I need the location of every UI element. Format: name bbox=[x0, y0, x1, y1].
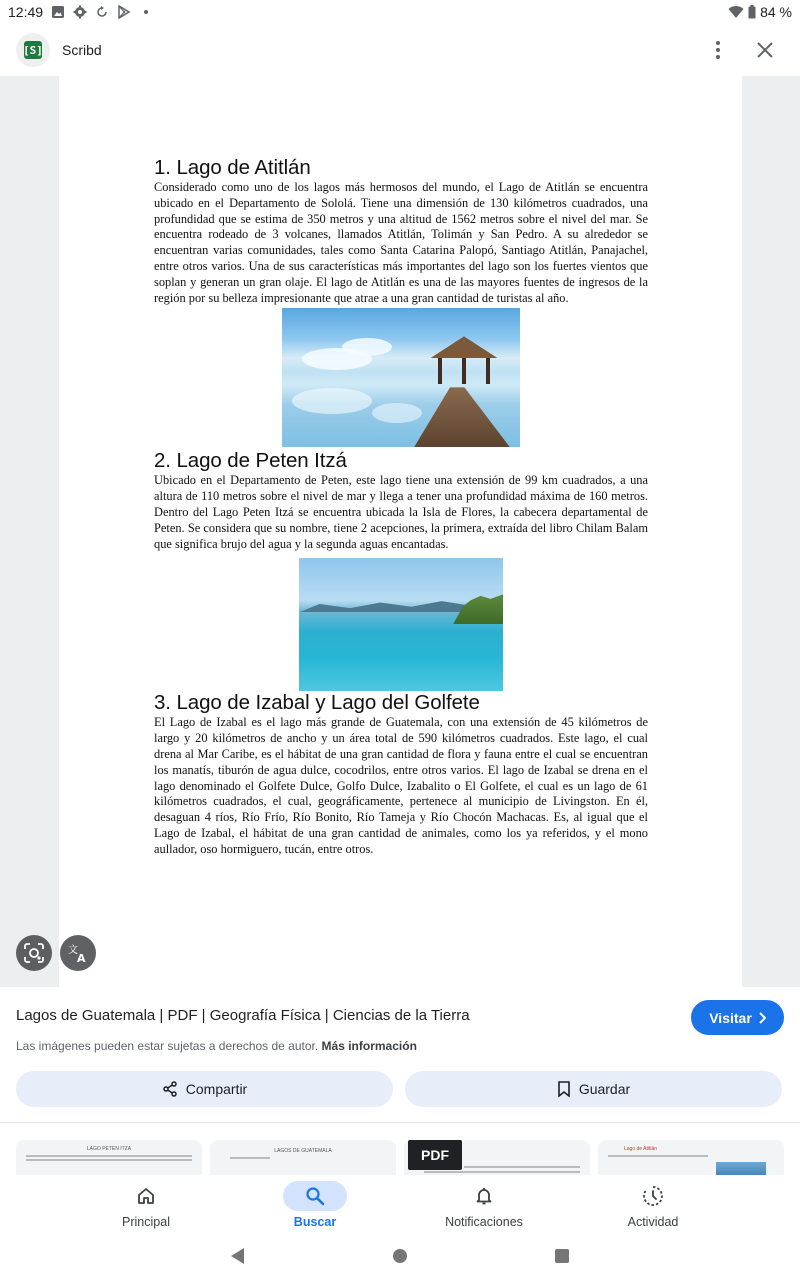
dot-icon bbox=[139, 5, 153, 19]
sync-icon bbox=[95, 5, 109, 19]
settings-icon bbox=[73, 5, 87, 19]
close-icon[interactable] bbox=[756, 41, 774, 59]
nav-item-actividad[interactable] bbox=[583, 1175, 723, 1237]
status-bar bbox=[0, 0, 800, 24]
atitlan-photo bbox=[282, 308, 520, 447]
copyright-text: Las imágenes pueden estar sujetas a derechos de autor. bbox=[16, 1039, 319, 1053]
home-button-icon[interactable] bbox=[392, 1248, 408, 1264]
recents-icon[interactable] bbox=[554, 1248, 570, 1264]
pdf-badge: PDF bbox=[408, 1140, 462, 1170]
save-label: Guardar bbox=[578, 1081, 631, 1097]
bell-icon bbox=[474, 1186, 494, 1206]
visit-button[interactable] bbox=[691, 1000, 784, 1035]
system-navigation-bar bbox=[0, 1237, 800, 1280]
section-heading: 1. Lago de Atitlán bbox=[154, 156, 311, 179]
thumbnail-title: LAGOS DE GUATEMALA bbox=[274, 1148, 332, 1154]
activity-icon bbox=[642, 1185, 664, 1207]
svg-text:A: A bbox=[77, 952, 86, 964]
document-page bbox=[59, 76, 742, 987]
share-label: Compartir bbox=[185, 1081, 248, 1097]
play-store-icon bbox=[117, 5, 131, 19]
nav-item-principal[interactable] bbox=[76, 1175, 216, 1237]
nav-label: Principal bbox=[122, 1215, 170, 1229]
scribd-logo bbox=[16, 33, 50, 67]
document-content bbox=[154, 156, 648, 858]
logo-mark: [S] bbox=[24, 41, 42, 59]
section-body: Considerado como uno de los lagos más hermosos del mundo, el Lago de Atitlán se encuentra ubicado en el Departamento de Sololá. Tiene una dimensión de 130 kilómetros cuadrados, una profundidad que se estima de 350 metros y una altitud de 1562 metros sobre el nivel del mar. Se encuentra rodeado de 3 volcanes, llamados Atitlán, Tolimán y San Pedro. A su alrededor se encuentran varias comunidades, tales como Santa Catarina Palopó, Santiago Atitlán, Panajachel, entre otros varios. Una de sus características más importantes del lago son los fuertes vientos que soplan y generan un gran olaje. El lago de Atitlán es una de las mayores fuentes de ingresos de la región por su belleza impresionante que atrae a una gran cantidad de turistas al año. bbox=[154, 180, 648, 305]
share-icon bbox=[162, 1081, 178, 1097]
lens-search-icon[interactable] bbox=[16, 935, 52, 971]
gallery-icon bbox=[51, 5, 65, 19]
image-viewer[interactable] bbox=[0, 76, 800, 987]
nav-label: Actividad bbox=[627, 1215, 679, 1229]
search-icon bbox=[305, 1186, 325, 1206]
home-icon bbox=[136, 1186, 156, 1206]
related-thumbnail[interactable] bbox=[210, 1140, 396, 1175]
more-vert-icon[interactable] bbox=[706, 38, 730, 62]
section-heading: 3. Lago de Izabal y Lago del Golfete bbox=[154, 691, 480, 715]
translate-icon[interactable] bbox=[60, 935, 96, 971]
nav-item-notificaciones[interactable] bbox=[414, 1175, 554, 1237]
related-thumbnail[interactable] bbox=[16, 1140, 202, 1175]
visit-label: Visitar bbox=[709, 1009, 752, 1026]
result-info-panel bbox=[0, 987, 800, 1127]
nav-label: Notificaciones bbox=[445, 1215, 523, 1229]
app-bar bbox=[0, 24, 800, 76]
peten-itza-photo bbox=[299, 558, 503, 691]
status-time: 12:49 bbox=[8, 4, 44, 20]
bottom-navigation bbox=[0, 1175, 800, 1237]
section-body: El Lago de Izabal es el lago más grande de Guatemala, con una extensión de 45 kilómetros de largo y 20 kilómetros de ancho y un área total de 590 kilómetros cuadrados. Este lago, el cual drena al Mar Caribe, es el hábitat de una gran cantidad de flora y fauna entre el cual se encuentran los manatís, tiburón de agua dulce, cocodrilos, entre otros varios. El lago de Izabal se drena en el lago denominado el Golfete Dulce, Golfo Dulce, Izabalito o El Golfete, el cual es un lago de 61 kilómetros cuadrados, el cual, geográficamente, pertenece al municipio de Livingston. En él, desaguan 4 ríos, Río Frío, Río Bonito, Río Tameja y Río Chocón Machacas. Es, al igual que el Lago de Izabal, el hábitat de una gran cantidad de animales, como los ya referidos, y el mono aullador, oso hormiguero, tucán, entre otros. bbox=[154, 715, 648, 856]
nav-label: Buscar bbox=[293, 1215, 337, 1229]
section-body: Ubicado en el Departamento de Peten, este lago tiene una extensión de 99 km cuadrados, a una altura de 110 metros sobre el nivel de mar y llega a tener una profundidad máxima de 160 metros. Dentro del Lago Peten Itzá se encuentra ubicada la Isla de Flores, la cabecera departamental de Peten. Se considera que su nombre, tiene 2 acepciones, la primera, extraída del libro Chilam Balam que significa brujo del agua y la segunda aguas encantadas. bbox=[154, 473, 648, 551]
bookmark-icon bbox=[557, 1081, 571, 1097]
thumbnail-title: LAGO PETEN ITZA bbox=[86, 1146, 132, 1152]
app-name: Scribd bbox=[62, 42, 102, 58]
related-results-strip bbox=[0, 1123, 800, 1175]
back-icon[interactable] bbox=[229, 1247, 245, 1265]
thumbnail-title: Lago de Atitlán bbox=[624, 1146, 658, 1152]
battery-percent: 84 % bbox=[760, 4, 792, 20]
chevron-right-icon bbox=[758, 1012, 766, 1024]
battery-icon bbox=[748, 5, 756, 19]
result-title[interactable]: Lagos de Guatemala | PDF | Geografía Física | Ciencias de la Tierra bbox=[16, 1007, 470, 1024]
save-button[interactable] bbox=[405, 1071, 782, 1107]
wifi-icon bbox=[728, 5, 744, 19]
more-info-link[interactable]: Más información bbox=[321, 1039, 417, 1053]
copyright-notice bbox=[16, 1039, 417, 1053]
related-thumbnail[interactable] bbox=[598, 1140, 784, 1175]
section-heading: 2. Lago de Peten Itzá bbox=[154, 449, 347, 473]
share-button[interactable] bbox=[16, 1071, 393, 1107]
svg-text:文: 文 bbox=[68, 945, 78, 956]
nav-item-buscar[interactable] bbox=[245, 1175, 385, 1237]
